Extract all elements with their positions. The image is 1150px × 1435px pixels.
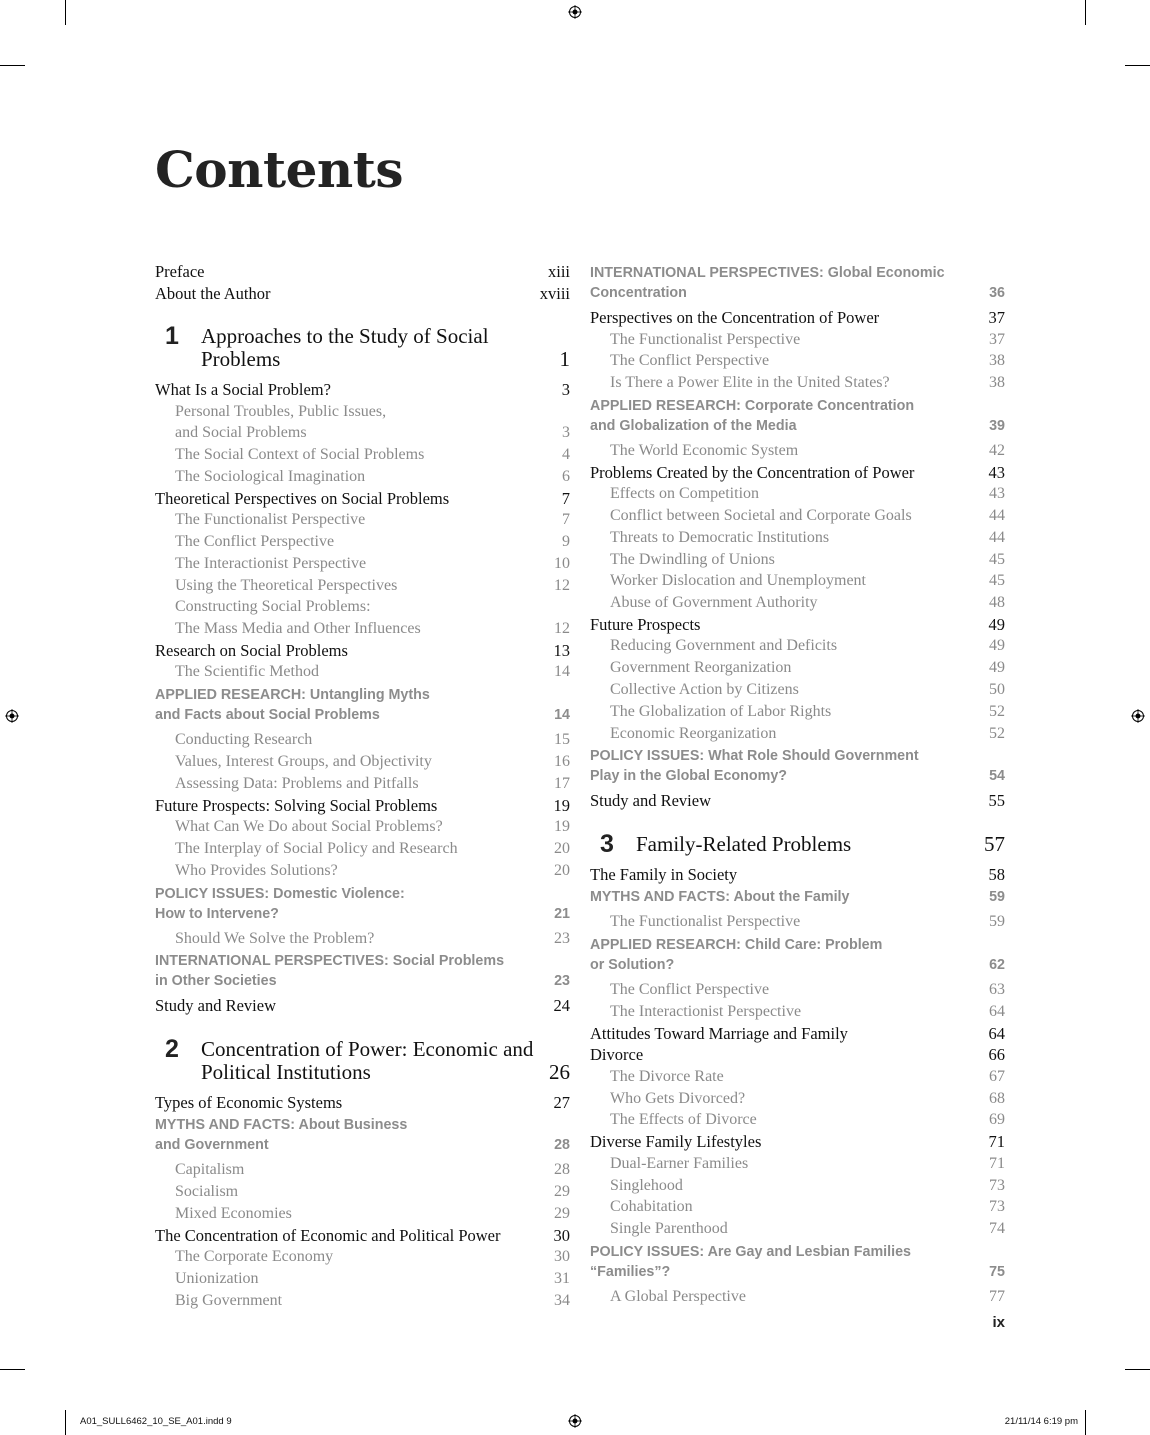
page-number: 23 bbox=[554, 929, 570, 947]
page-number: 59 bbox=[989, 913, 1005, 931]
entry-title: Conducting Research bbox=[175, 731, 313, 749]
page-number: 64 bbox=[989, 1003, 1005, 1021]
toc-subsection-entry[interactable] bbox=[590, 701, 1005, 723]
page-number: 73 bbox=[989, 1176, 1005, 1194]
chapter-title: Concentration of Power: Economic and Political Institutions bbox=[201, 1036, 534, 1084]
feature-box-title-line: “Families”? bbox=[590, 1263, 671, 1280]
feature-box-title bbox=[590, 396, 989, 436]
feature-box-title-line: POLICY ISSUES: What Role Should Government bbox=[590, 748, 919, 765]
feature-box-title-line: MYTHS AND FACTS: About the Family bbox=[590, 889, 850, 906]
registration-mark-icon bbox=[5, 709, 19, 723]
feature-box-title-line: and Globalization of the Media bbox=[590, 417, 797, 434]
toc-section-entry[interactable] bbox=[590, 864, 1005, 886]
page-number: 24 bbox=[553, 996, 570, 1016]
toc-subsection-entry[interactable] bbox=[155, 860, 570, 882]
entry-title: Assessing Data: Problems and Pitfalls bbox=[175, 774, 419, 792]
entry-title: Dual-Earner Families bbox=[610, 1154, 749, 1172]
page-number: 54 bbox=[989, 768, 1005, 785]
feature-box-title-line: How to Intervene? bbox=[155, 905, 279, 922]
page-number: 12 bbox=[554, 576, 570, 594]
feature-box-title-line: in Other Societies bbox=[155, 973, 277, 990]
feature-box-entry[interactable] bbox=[155, 685, 570, 725]
crop-mark bbox=[0, 1369, 25, 1370]
entry-title: Who Provides Solutions? bbox=[175, 861, 338, 879]
feature-box-title bbox=[590, 935, 989, 975]
page-number: 1 bbox=[559, 347, 570, 371]
toc-section-entry[interactable] bbox=[155, 283, 570, 305]
toc-subsection-entry[interactable] bbox=[590, 1175, 1005, 1197]
entry-title: The Globalization of Labor Rights bbox=[610, 702, 832, 720]
toc-subsection-entry[interactable] bbox=[590, 483, 1005, 505]
page-title: Contents bbox=[155, 140, 404, 199]
page-number: 17 bbox=[554, 774, 570, 792]
page-number: 67 bbox=[989, 1067, 1005, 1085]
registration-mark-icon bbox=[568, 5, 582, 19]
entry-title: Should We Solve the Problem? bbox=[175, 929, 375, 947]
page-number: 21 bbox=[554, 905, 570, 922]
toc-subsection-entry[interactable] bbox=[590, 1066, 1005, 1088]
page-number: 4 bbox=[562, 446, 570, 464]
toc-subsection-entry[interactable] bbox=[590, 350, 1005, 372]
entry-title: Unionization bbox=[175, 1270, 259, 1288]
page-number: 20 bbox=[554, 839, 570, 857]
entry-title: Singlehood bbox=[610, 1176, 683, 1194]
toc-subsection-entry[interactable] bbox=[155, 838, 570, 860]
toc-subsection-entry[interactable] bbox=[590, 657, 1005, 679]
entry-title: Cohabitation bbox=[610, 1198, 693, 1216]
entry-title: The Functionalist Perspective bbox=[610, 330, 801, 348]
toc-subsection-entry[interactable] bbox=[155, 553, 570, 575]
feature-box-entry[interactable] bbox=[590, 1242, 1005, 1282]
entry-title: Diverse Family Lifestyles bbox=[590, 1132, 762, 1152]
toc-section-entry[interactable] bbox=[590, 790, 1005, 812]
page-number: 71 bbox=[989, 1154, 1005, 1172]
entry-title: The Conflict Perspective bbox=[610, 981, 770, 999]
entry-title: Types of Economic Systems bbox=[155, 1092, 343, 1112]
page-number: 49 bbox=[989, 659, 1005, 677]
chapter-heading[interactable] bbox=[590, 829, 1005, 858]
toc-section-entry[interactable] bbox=[590, 307, 1005, 329]
feature-box-entry[interactable] bbox=[590, 263, 1005, 303]
feature-box-title bbox=[155, 951, 554, 991]
toc-section-entry[interactable] bbox=[590, 1044, 1005, 1066]
page-number: 7 bbox=[562, 511, 570, 529]
toc-subsection-entry[interactable] bbox=[155, 816, 570, 838]
entry-title: Single Parenthood bbox=[610, 1220, 728, 1238]
toc-subsection-entry[interactable] bbox=[155, 1268, 570, 1290]
page-number: 10 bbox=[554, 554, 570, 572]
toc-section-entry[interactable] bbox=[155, 1092, 570, 1114]
page-number: 26 bbox=[549, 1059, 570, 1084]
entry-title: The Functionalist Perspective bbox=[175, 511, 366, 529]
toc-subsection-entry[interactable] bbox=[155, 729, 570, 751]
page-number: 69 bbox=[989, 1111, 1005, 1129]
entry-title: The Family in Society bbox=[590, 864, 738, 884]
chapter-number: 1 bbox=[165, 322, 179, 350]
toc-section-entry[interactable] bbox=[155, 995, 570, 1017]
page-number: 19 bbox=[554, 818, 570, 836]
entry-title: Future Prospects: Solving Social Problems bbox=[155, 795, 438, 815]
page-number: 27 bbox=[553, 1092, 570, 1112]
entry-title: The Conflict Perspective bbox=[610, 352, 770, 370]
feature-box-title bbox=[590, 1242, 989, 1282]
page-number: 12 bbox=[554, 620, 570, 638]
page-number: 63 bbox=[989, 981, 1005, 999]
entry-title: Research on Social Problems bbox=[155, 640, 348, 660]
toc-subsection-entry[interactable] bbox=[590, 549, 1005, 571]
page-number: 38 bbox=[989, 352, 1005, 370]
toc-subsection-entry[interactable] bbox=[590, 329, 1005, 351]
feature-box-title bbox=[590, 746, 989, 786]
crop-mark bbox=[65, 1410, 66, 1435]
chapter-title: Family-Related Problems bbox=[636, 831, 852, 856]
page-number: 28 bbox=[554, 1161, 570, 1179]
page-number: xviii bbox=[539, 283, 570, 303]
toc-section-entry[interactable] bbox=[590, 614, 1005, 636]
toc-subsection-entry[interactable] bbox=[590, 592, 1005, 614]
page-number: 7 bbox=[561, 488, 570, 508]
page-number: 37 bbox=[988, 308, 1005, 327]
entry-title: What Can We Do about Social Problems? bbox=[175, 818, 443, 836]
page-number: xiii bbox=[547, 262, 570, 281]
toc-subsection-entry[interactable] bbox=[590, 1001, 1005, 1023]
toc-subsection-entry[interactable] bbox=[590, 1153, 1005, 1175]
entry-title: Problems Created by the Concentration of Power bbox=[590, 462, 915, 482]
entry-title: A Global Perspective bbox=[610, 1287, 746, 1305]
entry-title: Worker Dislocation and Unemployment bbox=[610, 572, 866, 590]
page-number: 38 bbox=[989, 374, 1005, 392]
crop-mark bbox=[1125, 1369, 1150, 1370]
entry-title: Big Government bbox=[175, 1291, 283, 1309]
entry-title: The Interactionist Perspective bbox=[175, 554, 367, 572]
toc-right-column bbox=[590, 261, 1005, 1308]
page-number: 43 bbox=[988, 462, 1005, 482]
entry-title: Economic Reorganization bbox=[610, 724, 777, 742]
chapter-number: 2 bbox=[165, 1034, 179, 1063]
toc-subsection-entry[interactable] bbox=[155, 928, 570, 950]
page-number: 23 bbox=[554, 973, 570, 990]
toc-subsection-entry[interactable] bbox=[155, 509, 570, 531]
feature-box-entry[interactable] bbox=[590, 746, 1005, 786]
feature-box-title-line: or Solution? bbox=[590, 957, 675, 974]
entry-title: The Conflict Perspective bbox=[175, 532, 335, 550]
page-number: 43 bbox=[989, 485, 1005, 503]
entry-title: Using the Theoretical Perspectives bbox=[175, 576, 398, 594]
toc-section-entry[interactable] bbox=[590, 1131, 1005, 1153]
toc-section-entry[interactable] bbox=[155, 640, 570, 662]
page-number: 77 bbox=[989, 1287, 1005, 1305]
toc-subsection-entry[interactable] bbox=[590, 505, 1005, 527]
entry-title: Abuse of Government Authority bbox=[610, 594, 818, 612]
toc-subsection-entry[interactable] bbox=[590, 635, 1005, 657]
toc-subsection-entry[interactable] bbox=[590, 1088, 1005, 1110]
toc-subsection-entry[interactable] bbox=[590, 527, 1005, 549]
toc-subsection-entry[interactable] bbox=[155, 401, 570, 423]
page-number: 31 bbox=[554, 1270, 570, 1288]
feature-box-entry[interactable] bbox=[590, 396, 1005, 436]
toc-subsection-entry[interactable] bbox=[590, 679, 1005, 701]
entry-title: Theoretical Perspectives on Social Problems bbox=[155, 488, 450, 508]
chapter-number: 3 bbox=[600, 829, 614, 858]
entry-title: The Sociological Imagination bbox=[175, 467, 366, 485]
entry-title: Divorce bbox=[590, 1045, 644, 1065]
entry-title: The Divorce Rate bbox=[610, 1067, 724, 1085]
page-number: 45 bbox=[989, 572, 1005, 590]
entry-title: Values, Interest Groups, and Objectivity bbox=[175, 753, 432, 771]
toc-section-entry[interactable] bbox=[155, 1225, 570, 1247]
toc-subsection-entry[interactable] bbox=[155, 575, 570, 597]
toc-subsection-entry[interactable] bbox=[155, 751, 570, 773]
feature-box-title-line: MYTHS AND FACTS: About Business bbox=[155, 1117, 408, 1134]
page-number: 64 bbox=[988, 1023, 1005, 1043]
feature-box-entry[interactable] bbox=[590, 935, 1005, 975]
toc-subsection-entry[interactable] bbox=[155, 531, 570, 553]
page-number: 45 bbox=[989, 550, 1005, 568]
feature-box-title-line: POLICY ISSUES: Are Gay and Lesbian Families bbox=[590, 1243, 911, 1260]
page-number: 3 bbox=[562, 424, 570, 442]
feature-box-title-line: and Facts about Social Problems bbox=[155, 707, 380, 724]
feature-box-entry[interactable] bbox=[590, 887, 1005, 907]
page-number: 44 bbox=[989, 528, 1005, 546]
page-number: 3 bbox=[561, 380, 570, 399]
page-number: 57 bbox=[984, 831, 1005, 856]
page-number: 58 bbox=[988, 864, 1005, 884]
page-number: 36 bbox=[989, 285, 1005, 301]
crop-mark bbox=[0, 65, 25, 66]
page-number: 52 bbox=[989, 702, 1005, 720]
entry-title: The Concentration of Economic and Political Power bbox=[155, 1225, 501, 1245]
entry-title: The Interactionist Perspective bbox=[610, 1003, 802, 1021]
feature-box-title bbox=[590, 887, 989, 907]
entry-title: What Is a Social Problem? bbox=[155, 380, 331, 399]
feature-box-title bbox=[590, 263, 989, 303]
registration-mark-icon bbox=[1131, 709, 1145, 723]
page-number: 16 bbox=[554, 753, 570, 771]
entry-title: Capitalism bbox=[175, 1161, 245, 1179]
page-number: 30 bbox=[553, 1225, 570, 1245]
entry-title: Conflict between Societal and Corporate Goals bbox=[610, 506, 912, 524]
page-number: 30 bbox=[554, 1248, 570, 1266]
page-number: 59 bbox=[989, 889, 1005, 906]
crop-mark bbox=[1125, 65, 1150, 66]
feature-box-title-line: and Government bbox=[155, 1137, 269, 1154]
entry-title: The Mass Media and Other Influences bbox=[175, 620, 421, 638]
feature-box-title-line: INTERNATIONAL PERSPECTIVES: Social Problems bbox=[155, 953, 505, 970]
page-number: 73 bbox=[989, 1198, 1005, 1216]
page-number: 48 bbox=[989, 594, 1005, 612]
page-number: 28 bbox=[554, 1137, 570, 1154]
toc-subsection-entry[interactable] bbox=[155, 661, 570, 683]
feature-box-entry[interactable] bbox=[155, 951, 570, 991]
entry-title: Threats to Democratic Institutions bbox=[610, 528, 830, 546]
page-number: 14 bbox=[554, 707, 570, 724]
entry-title: Study and Review bbox=[590, 791, 711, 811]
feature-box-title bbox=[155, 685, 554, 725]
page-number: 9 bbox=[562, 532, 570, 550]
page-number: 37 bbox=[989, 330, 1005, 348]
entry-title: Perspectives on the Concentration of Power bbox=[590, 308, 880, 327]
feature-box-entry[interactable] bbox=[155, 884, 570, 924]
page-number: 66 bbox=[988, 1045, 1005, 1065]
page-number: 55 bbox=[988, 791, 1005, 811]
toc-section-entry[interactable] bbox=[155, 379, 570, 401]
toc-subsection-entry[interactable] bbox=[155, 1203, 570, 1225]
entry-title: The World Economic System bbox=[610, 441, 799, 459]
toc-subsection-entry[interactable] bbox=[590, 911, 1005, 933]
page-number: 20 bbox=[554, 861, 570, 879]
page-number: 71 bbox=[988, 1132, 1005, 1152]
entry-title: Future Prospects bbox=[590, 614, 701, 634]
crop-mark bbox=[1085, 1410, 1086, 1435]
entry-title: Government Reorganization bbox=[610, 659, 792, 677]
toc-subsection-entry[interactable] bbox=[155, 596, 570, 618]
toc-subsection-entry[interactable] bbox=[155, 1181, 570, 1203]
entry-title: Is There a Power Elite in the United States? bbox=[610, 374, 890, 392]
registration-mark-icon bbox=[568, 1414, 582, 1428]
entry-title: Effects on Competition bbox=[610, 485, 760, 503]
toc-left-column bbox=[155, 261, 570, 1312]
page-number: 19 bbox=[553, 795, 570, 815]
feature-box-title-line: APPLIED RESEARCH: Corporate Concentration bbox=[590, 397, 915, 414]
toc-subsection-entry[interactable] bbox=[155, 773, 570, 795]
page-number: 29 bbox=[554, 1204, 570, 1222]
page-number: 6 bbox=[562, 467, 570, 485]
entry-title: Mixed Economies bbox=[175, 1204, 292, 1222]
toc-subsection-entry[interactable] bbox=[590, 1218, 1005, 1240]
feature-box-entry[interactable] bbox=[155, 1115, 570, 1155]
page-number: 15 bbox=[554, 731, 570, 749]
toc-subsection-entry[interactable] bbox=[590, 440, 1005, 462]
toc-subsection-entry[interactable] bbox=[155, 618, 570, 640]
page-number: 13 bbox=[553, 640, 570, 660]
entry-title: and Social Problems bbox=[175, 424, 307, 442]
feature-box-title bbox=[155, 884, 554, 924]
feature-box-title-line: Concentration bbox=[590, 285, 687, 301]
entry-title: The Scientific Method bbox=[175, 663, 319, 681]
feature-box-title-line: APPLIED RESEARCH: Child Care: Problem bbox=[590, 937, 883, 954]
toc-subsection-entry[interactable] bbox=[590, 570, 1005, 592]
page-number: 44 bbox=[989, 506, 1005, 524]
page-number: 74 bbox=[989, 1220, 1005, 1238]
entry-title: Study and Review bbox=[155, 996, 276, 1016]
toc-section-entry[interactable] bbox=[590, 1023, 1005, 1045]
page-number: 50 bbox=[989, 681, 1005, 699]
page-number: 29 bbox=[554, 1183, 570, 1201]
page-number: 75 bbox=[989, 1263, 1005, 1280]
entry-title: Collective Action by Citizens bbox=[610, 681, 799, 699]
feature-box-title-line: INTERNATIONAL PERSPECTIVES: Global Economic bbox=[590, 265, 945, 281]
slug-date-info: 21/11/14 6:19 pm bbox=[1004, 1416, 1078, 1427]
entry-title: The Dwindling of Unions bbox=[610, 550, 775, 568]
page-number: 42 bbox=[989, 441, 1005, 459]
entry-title: The Effects of Divorce bbox=[610, 1111, 757, 1129]
entry-title: Personal Troubles, Public Issues, bbox=[175, 402, 387, 420]
toc-subsection-entry[interactable] bbox=[590, 1109, 1005, 1131]
toc-subsection-entry[interactable] bbox=[590, 1196, 1005, 1218]
page-number: 49 bbox=[988, 614, 1005, 634]
entry-title: Who Gets Divorced? bbox=[610, 1089, 746, 1107]
toc-section-entry[interactable] bbox=[155, 261, 570, 283]
toc-subsection-entry[interactable] bbox=[155, 466, 570, 488]
page-number: 62 bbox=[989, 957, 1005, 974]
page-number: 52 bbox=[989, 724, 1005, 742]
entry-title: Constructing Social Problems: bbox=[175, 598, 371, 616]
crop-mark bbox=[1085, 0, 1086, 25]
feature-box-title bbox=[155, 1115, 554, 1155]
slug-file-info: A01_SULL6462_10_SE_A01.indd 9 bbox=[80, 1416, 232, 1427]
toc-section-entry[interactable] bbox=[155, 795, 570, 817]
chapter-heading[interactable] bbox=[155, 322, 570, 371]
toc-section-entry[interactable] bbox=[590, 462, 1005, 484]
page-number: 34 bbox=[554, 1291, 570, 1309]
entry-title: Reducing Government and Deficits bbox=[610, 637, 838, 655]
toc-subsection-entry[interactable] bbox=[590, 723, 1005, 745]
page-number: 39 bbox=[989, 417, 1005, 434]
entry-title: The Social Context of Social Problems bbox=[175, 446, 425, 464]
page-number: 14 bbox=[554, 663, 570, 681]
toc-section-entry[interactable] bbox=[155, 488, 570, 510]
feature-box-title-line: Play in the Global Economy? bbox=[590, 768, 788, 785]
toc-subsection-entry[interactable] bbox=[155, 1246, 570, 1268]
page-number: 49 bbox=[989, 637, 1005, 655]
toc-subsection-entry[interactable] bbox=[155, 1159, 570, 1181]
entry-title: About the Author bbox=[155, 283, 271, 303]
toc-subsection-entry[interactable] bbox=[590, 372, 1005, 394]
toc-subsection-entry[interactable] bbox=[590, 1286, 1005, 1308]
chapter-title: Approaches to the Study of Social Problems bbox=[201, 324, 489, 371]
page-folio: ix bbox=[992, 1314, 1005, 1331]
toc-subsection-entry[interactable] bbox=[155, 422, 570, 444]
entry-title: Socialism bbox=[175, 1183, 239, 1201]
entry-title: The Corporate Economy bbox=[175, 1248, 334, 1266]
entry-title: The Functionalist Perspective bbox=[610, 913, 801, 931]
feature-box-title-line: POLICY ISSUES: Domestic Violence: bbox=[155, 885, 405, 902]
entry-title: Preface bbox=[155, 262, 205, 281]
toc-subsection-entry[interactable] bbox=[155, 1290, 570, 1312]
toc-subsection-entry[interactable] bbox=[155, 444, 570, 466]
chapter-heading[interactable] bbox=[155, 1034, 570, 1084]
feature-box-title-line: APPLIED RESEARCH: Untangling Myths bbox=[155, 687, 430, 704]
entry-title: Attitudes Toward Marriage and Family bbox=[590, 1023, 848, 1043]
crop-mark bbox=[65, 0, 66, 25]
entry-title: The Interplay of Social Policy and Research bbox=[175, 839, 458, 857]
toc-subsection-entry[interactable] bbox=[590, 979, 1005, 1001]
page-number: 68 bbox=[989, 1089, 1005, 1107]
